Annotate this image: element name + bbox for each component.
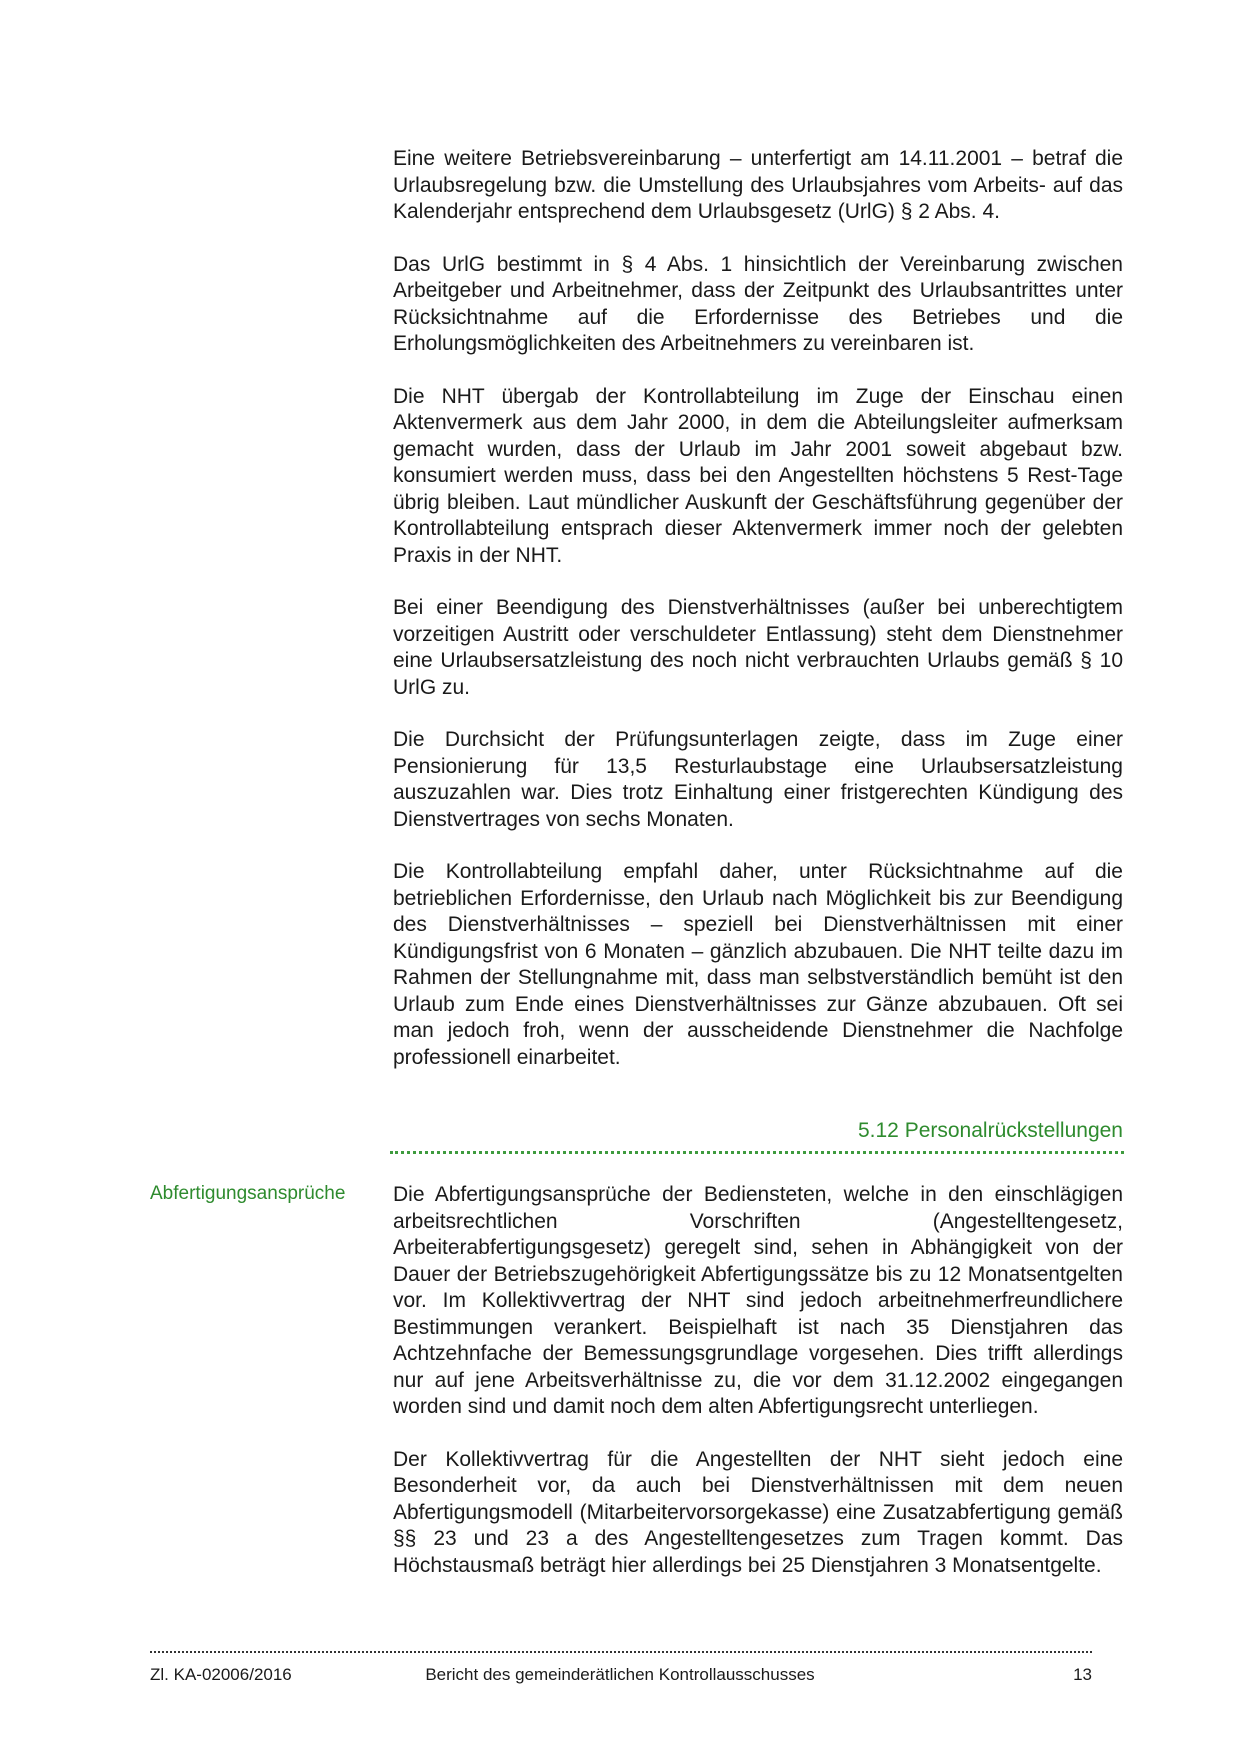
paragraph-urlaubsersatzleistung: Bei einer Beendigung des Dienstverhältnisses (außer bei unberechtigtem vorzeitigen Austritt oder verschuldeter Entlassung) steht dem Dienstnehmer eine Urlaubsersatzleistung des noch nicht verbrauchten Urlaubs gemäß § 10 UrlG zu. xyxy=(393,596,1123,699)
section-heading: 5.12 Personalrückstellungen xyxy=(857,1119,1123,1142)
paragraph-betriebsvereinbarung: Eine weitere Betriebsvereinbarung – unterfertigt am 14.11.2001 – betraf die Urlaubsregelung bzw. die Umstellung des Urlaubsjahres vom Arbeits- auf das Kalenderjahr entsprechend dem Urlaubsgesetz (UrlG) § 2 Abs. 4. xyxy=(393,147,1123,223)
page-number: 13 xyxy=(1073,1665,1092,1684)
section-divider xyxy=(390,1151,1124,1154)
margin-note: Abfertigungsansprüche xyxy=(150,1183,346,1204)
paragraph-aktenvermerk: Die NHT übergab der Kontrollabteilung im Zuge der Einschau einen Aktenvermerk aus dem Jahr 2000, in dem die Abteilungsleiter aufmerksam gemacht wurden, dass der Urlaub im Jahr 2001 soweit abgebaut bzw. konsumiert werden muss, dass bei den Angestellten höchstens 5 Rest-Tage übrig bleiben. Laut mündlicher Auskunft der Geschäftsführung gegenüber der Kontrollabteilung entsprach dieser Aktenvermerk immer noch der gelebten Praxis in der NHT. xyxy=(393,384,1123,567)
paragraph-abfertigungsansprueche: Die Abfertigungsansprüche der Bediensteten, welche in den einschlägigen arbeitsrechtlichen Vorschriften (Angestelltengesetz, Arbeiterabfertigungsgesetz) geregelt sind, sehen in Abhängigkeit von der Dauer der Betriebszugehörigkeit Abfertigungssätze bis zu 12 Monatsentgelten vor. Im Kollektivvertrag der NHT sind jedoch arbeitnehmerfreundlichere Bestimmungen verankert. Beispielhaft ist nach 35 Dienstjahren das Achtzehnfache der Bemessungsgrundlage vorgesehen. Dies trifft allerdings nur auf jene Arbeitsverhältnisse zu, die vor dem 31.12.2002 eingegangen worden sind und damit noch dem alten Abfertigungsrecht unterliegen. xyxy=(393,1183,1123,1418)
paragraph-kollektivvertrag: Der Kollektivvertrag für die Angestellten der NHT sieht jedoch eine Besonderheit vor, da auch bei Dienstverhältnissen mit dem neuen Abfertigungsmodell (Mitarbeitervorsorgekasse) eine Zusatzabfertigung gemäß §§ 23 und 23 a des Angestelltengesetzes zum Tragen kommt. Das Höchstausmaß beträgt hier allerdings bei 25 Dienstjahren 3 Monatsentgelte. xyxy=(393,1447,1123,1577)
paragraph-urlg-bestimmung: Das UrlG bestimmt in § 4 Abs. 1 hinsichtlich der Vereinbarung zwischen Arbeitgeber und Arbeitnehmer, dass der Zeitpunkt des Urlaubsantrittes unter Rücksichtnahme auf die Erfordernisse des Betriebes und die Erholungsmöglichkeiten des Arbeitnehmers zu vereinbaren ist. xyxy=(393,252,1123,355)
footer-reference: Zl. KA-02006/2016 xyxy=(150,1665,292,1684)
paragraph-pruefungsunterlagen: Die Durchsicht der Prüfungsunterlagen zeigte, dass im Zuge einer Pensionierung für 13,5 Resturlaubstage eine Urlaubsersatzleistung auszuzahlen war. Dies trotz Einhaltung einer fristgerechten Kündigung des Dienstvertrages von sechs Monaten. xyxy=(393,728,1123,831)
footer-title: Bericht des gemeinderätlichen Kontrollausschusses xyxy=(425,1665,815,1684)
main-text-column-top xyxy=(393,146,1123,1097)
main-text-column-bottom xyxy=(393,1182,1123,1605)
paragraph-empfehlung: Die Kontrollabteilung empfahl daher, unter Rücksichtnahme auf die betrieblichen Erfordernisse, den Urlaub nach Möglichkeit bis zur Beendigung des Dienstverhältnisses – speziell bei Dienstverhältnissen mit einer Kündigungsfrist von 6 Monaten – gänzlich abzubauen. Die NHT teilte dazu im Rahmen der Stellungnahme mit, dass man selbstverständlich bemüht ist den Urlaub zum Ende eines Dienstverhältnisses zur Gänze abzubauen. Oft sei man jedoch froh, wenn der ausscheidende Dienstnehmer die Nachfolge professionell einarbeitet. xyxy=(393,860,1123,1069)
footer-divider xyxy=(150,1651,1092,1653)
